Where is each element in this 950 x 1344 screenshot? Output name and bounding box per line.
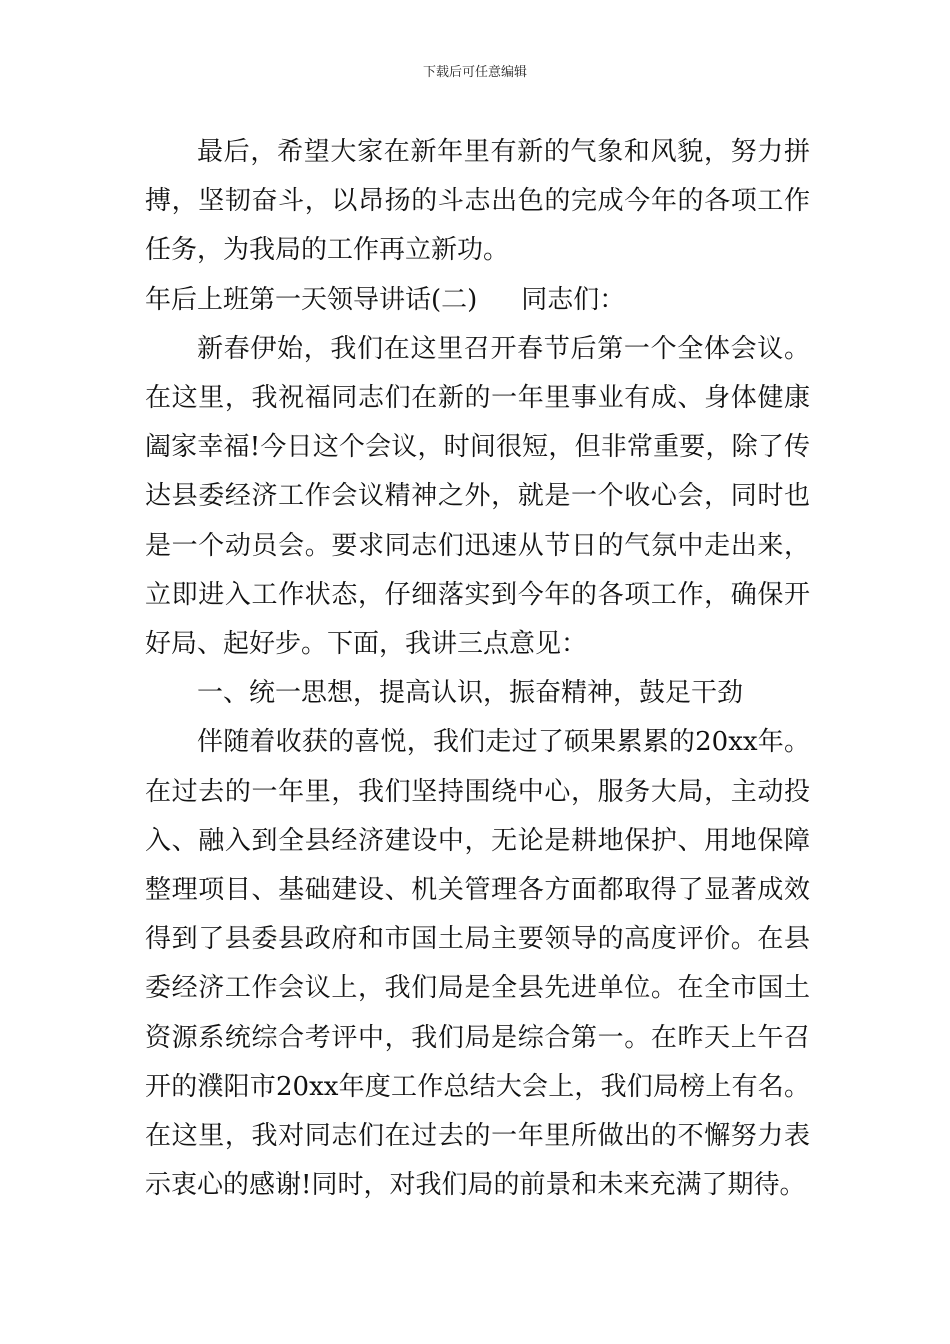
section-heading: 一、统一思想，提高认识，振奋精神，鼓足干劲	[197, 678, 744, 709]
page-header: 下载后可任意编辑	[422, 65, 527, 80]
opening-paragraph: 新春伊始，我们在这里召开春节后第一个全体会议。在这里，我祝福同志们在新的一年里事业有成、身体健康阖家幸福!今日这个会议，时间很短，但非常重要，除了传达县委经济工作会议精神之外，就是一个收心会，同时也是一个动员会。要求同志们迅速从节日的气氛中走出来，立即进入工作状态，仔细落实到今年的各项工作，确保开好局、起好步。下面，我讲三点意见：	[145, 333, 810, 660]
closing-paragraph: 最后，希望大家在新年里有新的气象和风貌，努力拼搏，坚韧奋斗，以昂扬的斗志出色的完成今年的各项工作任务，为我局的工作再立新功。	[145, 137, 810, 266]
salutation: 同志们：	[521, 284, 626, 315]
review-paragraph: 伴随着收获的喜悦，我们走过了硕果累累的20xx年。在过去的一年里，我们坚持围绕中心，服务大局，主动投入、融入到全县经济建设中，无论是耕地保护、用地保障整理项目、基础建设、机关管理各方面都取得了显著成效得到了县委县政府和市国土局主要领导的高度评价。在县委经济工作会议上，我们局是全县先进单位。在全市国土资源系统综合考评中，我们局是综合第一。在昨天上午召开的濮阳市20xx年度工作总结大会上，我们局榜上有名。在这里，我对同志们在过去的一年里所做出的不懈努力表示衷心的感谢!同时，对我们局的前景和未来充满了期待。	[145, 727, 810, 1201]
speech-title-line	[145, 276, 810, 325]
speech-title: 年后上班第一天领导讲话(二)	[145, 284, 478, 315]
document-body	[145, 128, 810, 1210]
